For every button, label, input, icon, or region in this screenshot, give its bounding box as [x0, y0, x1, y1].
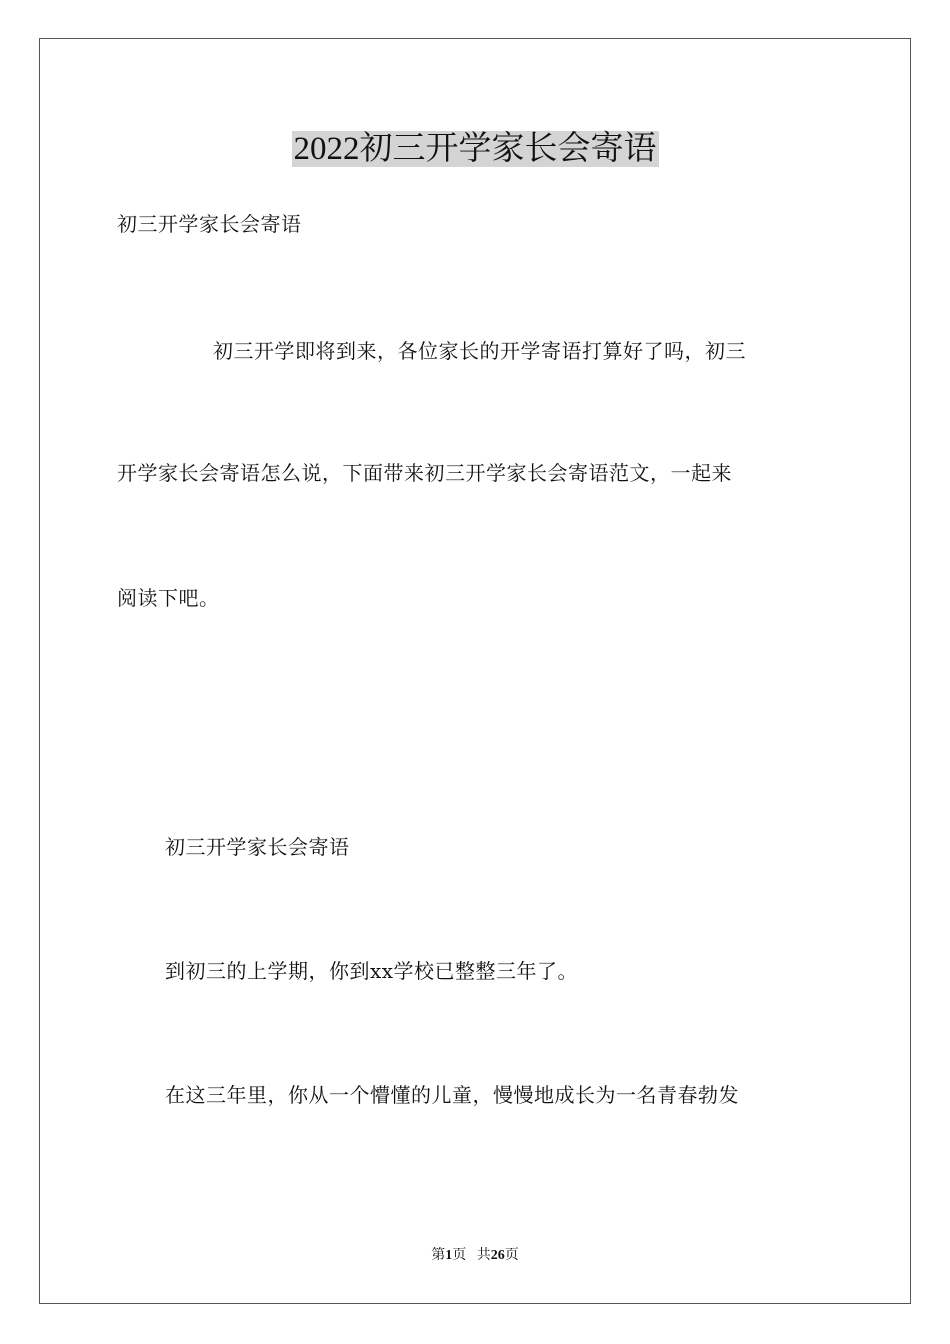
- footer-page-prefix: 第: [431, 1248, 446, 1263]
- footer-page-suffix: 页: [452, 1248, 467, 1263]
- document-title-text: 2022初三开学家长会寄语: [293, 131, 657, 167]
- footer-total-suffix: 页: [504, 1248, 519, 1263]
- footer-page-number: 1: [445, 1248, 453, 1263]
- intro-line-1: 初三开学即将到来，各位家长的开学寄语打算好了吗，初三: [213, 339, 746, 363]
- section-heading: 初三开学家长会寄语: [165, 835, 350, 859]
- footer-total-pages: 26: [490, 1248, 505, 1263]
- document-title: [0, 128, 950, 170]
- body-line-1: 到初三的上学期，你到xx学校已整整三年了。: [165, 959, 579, 983]
- body-line-2: 在这三年里，你从一个懵懂的儿童，慢慢地成长为一名青春勃发: [165, 1083, 739, 1107]
- document-subtitle: 初三开学家长会寄语: [117, 212, 302, 236]
- intro-line-3: 阅读下吧。: [117, 586, 220, 610]
- footer-total-prefix: 共: [476, 1248, 491, 1263]
- intro-line-2: 开学家长会寄语怎么说，下面带来初三开学家长会寄语范文，一起来: [117, 461, 732, 485]
- page-footer: [0, 1246, 950, 1266]
